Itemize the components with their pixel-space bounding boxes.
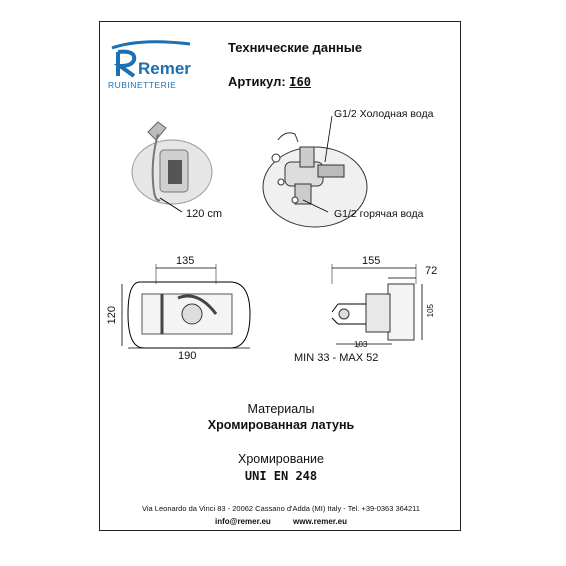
side-total-width: 155: [362, 255, 381, 267]
page-title: Технические данные: [228, 40, 363, 55]
article-code: I60: [289, 75, 311, 89]
front-height: 120: [106, 306, 118, 325]
hot-water-label: G1/2 горячая вода: [334, 208, 424, 220]
article-line: [228, 74, 311, 89]
logo-wordmark: Remer: [138, 59, 191, 78]
spec-sheet: [99, 21, 461, 531]
website-link[interactable]: www.remer.eu: [293, 517, 347, 526]
logo-subtitle: RUBINETTERIE: [108, 80, 177, 90]
front-bottom-width: 190: [178, 350, 197, 362]
product-photo: [132, 122, 212, 212]
email-link[interactable]: info@remer.eu: [214, 517, 271, 526]
chrome-label: Хромирование: [237, 452, 324, 466]
side-range: MIN 33 - MAX 52: [294, 352, 379, 364]
side-view-drawing: [332, 264, 422, 348]
cold-water-label: G1/2 Холодная вода: [334, 108, 434, 120]
side-inner: 103: [354, 340, 368, 349]
article-label: Артикул:: [228, 74, 286, 89]
footer-links: [100, 517, 462, 526]
hose-length-label: 120 cm: [186, 208, 223, 220]
chrome-value: UNI EN 248: [244, 469, 318, 483]
front-top-width: 135: [176, 255, 195, 267]
front-view-drawing: [122, 264, 250, 348]
materials-label: Материалы: [247, 402, 315, 416]
materials-value: Хромированная латунь: [207, 418, 355, 432]
side-depth: 72: [425, 265, 438, 277]
footer-address: Via Leonardo da Vinci 83 - 20062 Cassano d'Adda (MI) Italy - Tel. +39-0363 364211: [142, 504, 420, 513]
brand-logo: [108, 42, 192, 78]
side-height: 105: [426, 304, 435, 318]
